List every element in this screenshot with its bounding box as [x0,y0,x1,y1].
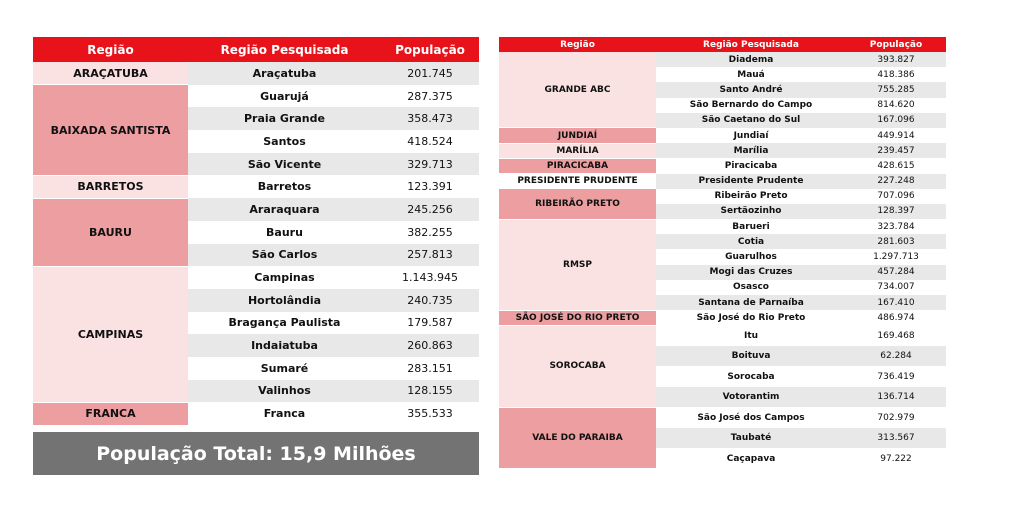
total-population-banner: População Total: 15,9 Milhões [33,432,479,475]
col-header-researched-region: Região Pesquisada [656,37,846,52]
region-cell: JUNDIAÍ [499,128,656,143]
city-cell: Valinhos [188,380,381,403]
region-cell: PRESIDENTE PRUDENTE [499,174,656,189]
region-cell: RMSP [499,219,656,310]
city-cell: Osasco [656,280,846,295]
population-cell: 755.285 [846,82,946,97]
region-cell: PIRACICABA [499,158,656,173]
col-header-population: População [846,37,946,52]
city-cell: Sertãozinho [656,204,846,219]
city-cell: Piracicaba [656,158,846,173]
city-cell: Boituva [656,346,846,367]
city-cell: Indaiatuba [188,334,381,357]
city-cell: São Caetano do Sul [656,113,846,128]
table-row [33,198,479,221]
city-cell: São Bernardo do Campo [656,98,846,113]
population-cell: 239.457 [846,143,946,158]
population-cell: 702.979 [846,407,946,428]
table-row [499,52,946,67]
region-cell: MARÍLIA [499,143,656,158]
city-cell: Presidente Prudente [656,174,846,189]
population-cell: 355.533 [381,402,479,425]
population-cell: 707.096 [846,189,946,204]
city-cell: Bauru [188,221,381,244]
population-cell: 169.468 [846,325,946,346]
region-cell: CAMPINAS [33,266,188,402]
city-cell: Sumaré [188,357,381,380]
population-cell: 260.863 [381,334,479,357]
population-cell: 136.714 [846,387,946,408]
population-cell: 814.620 [846,98,946,113]
table-row [33,266,479,289]
col-header-population: População [381,37,479,62]
city-cell: Guarujá [188,85,381,108]
table-row [499,128,946,143]
population-table-left [33,37,479,426]
population-cell: 128.397 [846,204,946,219]
population-cell: 313.567 [846,428,946,449]
population-cell: 227.248 [846,174,946,189]
population-cell: 1.297.713 [846,249,946,264]
city-cell: Votorantim [656,387,846,408]
city-cell: Cotia [656,234,846,249]
city-cell: Ribeirão Preto [656,189,846,204]
population-cell: 97.222 [846,448,946,469]
region-cell: BARRETOS [33,175,188,198]
population-cell: 201.745 [381,62,479,85]
table-row [499,407,946,428]
city-cell: Hortolândia [188,289,381,312]
city-cell: Santos [188,130,381,153]
region-cell: SÃO JOSÉ DO RIO PRETO [499,310,656,325]
city-cell: Araçatuba [188,62,381,85]
table-row [33,402,479,425]
region-cell: FRANCA [33,402,188,425]
population-cell: 382.255 [381,221,479,244]
city-cell: São José do Rio Preto [656,310,846,325]
population-cell: 486.974 [846,310,946,325]
city-cell: Caçapava [656,448,846,469]
city-cell: Itu [656,325,846,346]
population-cell: 179.587 [381,312,479,335]
city-cell: Campinas [188,266,381,289]
city-cell: Franca [188,402,381,425]
city-cell: Mogi das Cruzes [656,265,846,280]
table-row [499,325,946,346]
col-header-researched-region: Região Pesquisada [188,37,381,62]
population-cell: 734.007 [846,280,946,295]
region-cell: GRANDE ABC [499,52,656,128]
table-row [499,310,946,325]
population-cell: 358.473 [381,107,479,130]
city-cell: Barretos [188,175,381,198]
population-cell: 736.419 [846,366,946,387]
population-cell: 457.284 [846,265,946,280]
city-cell: Barueri [656,219,846,234]
city-cell: São José dos Campos [656,407,846,428]
population-cell: 123.391 [381,175,479,198]
city-cell: Diadema [656,52,846,67]
col-header-region: Região [499,37,656,52]
population-cell: 393.827 [846,52,946,67]
city-cell: Marília [656,143,846,158]
table-row [499,158,946,173]
city-cell: Bragança Paulista [188,312,381,335]
population-cell: 281.603 [846,234,946,249]
region-cell: BAURU [33,198,188,266]
city-cell: Araraquara [188,198,381,221]
city-cell: Santana de Parnaíba [656,295,846,310]
table-row [33,62,479,85]
city-cell: São Vicente [188,153,381,176]
table-row [499,143,946,158]
region-cell: ARAÇATUBA [33,62,188,85]
city-cell: São Carlos [188,244,381,267]
table-row [33,175,479,198]
city-cell: Guarulhos [656,249,846,264]
table-row [33,85,479,108]
table-row [499,219,946,234]
region-cell: RIBEIRÃO PRETO [499,189,656,219]
city-cell: Mauá [656,67,846,82]
table-row [499,174,946,189]
population-cell: 449.914 [846,128,946,143]
population-cell: 418.524 [381,130,479,153]
table-header-row [499,37,946,52]
population-cell: 329.713 [381,153,479,176]
region-cell: VALE DO PARAIBA [499,407,656,469]
population-cell: 245.256 [381,198,479,221]
population-cell: 283.151 [381,357,479,380]
region-cell: BAIXADA SANTISTA [33,85,188,176]
population-cell: 323.784 [846,219,946,234]
city-cell: Sorocaba [656,366,846,387]
population-cell: 428.615 [846,158,946,173]
population-cell: 128.155 [381,380,479,403]
population-cell: 418.386 [846,67,946,82]
city-cell: Santo André [656,82,846,97]
population-cell: 62.284 [846,346,946,367]
city-cell: Taubaté [656,428,846,449]
city-cell: Praia Grande [188,107,381,130]
population-cell: 240.735 [381,289,479,312]
table-row [499,189,946,204]
population-table-right [499,37,946,469]
population-cell: 167.096 [846,113,946,128]
col-header-region: Região [33,37,188,62]
population-cell: 1.143.945 [381,266,479,289]
population-cell: 167.410 [846,295,946,310]
region-cell: SOROCABA [499,325,656,407]
city-cell: Jundiaí [656,128,846,143]
population-cell: 257.813 [381,244,479,267]
table-header-row [33,37,479,62]
population-cell: 287.375 [381,85,479,108]
